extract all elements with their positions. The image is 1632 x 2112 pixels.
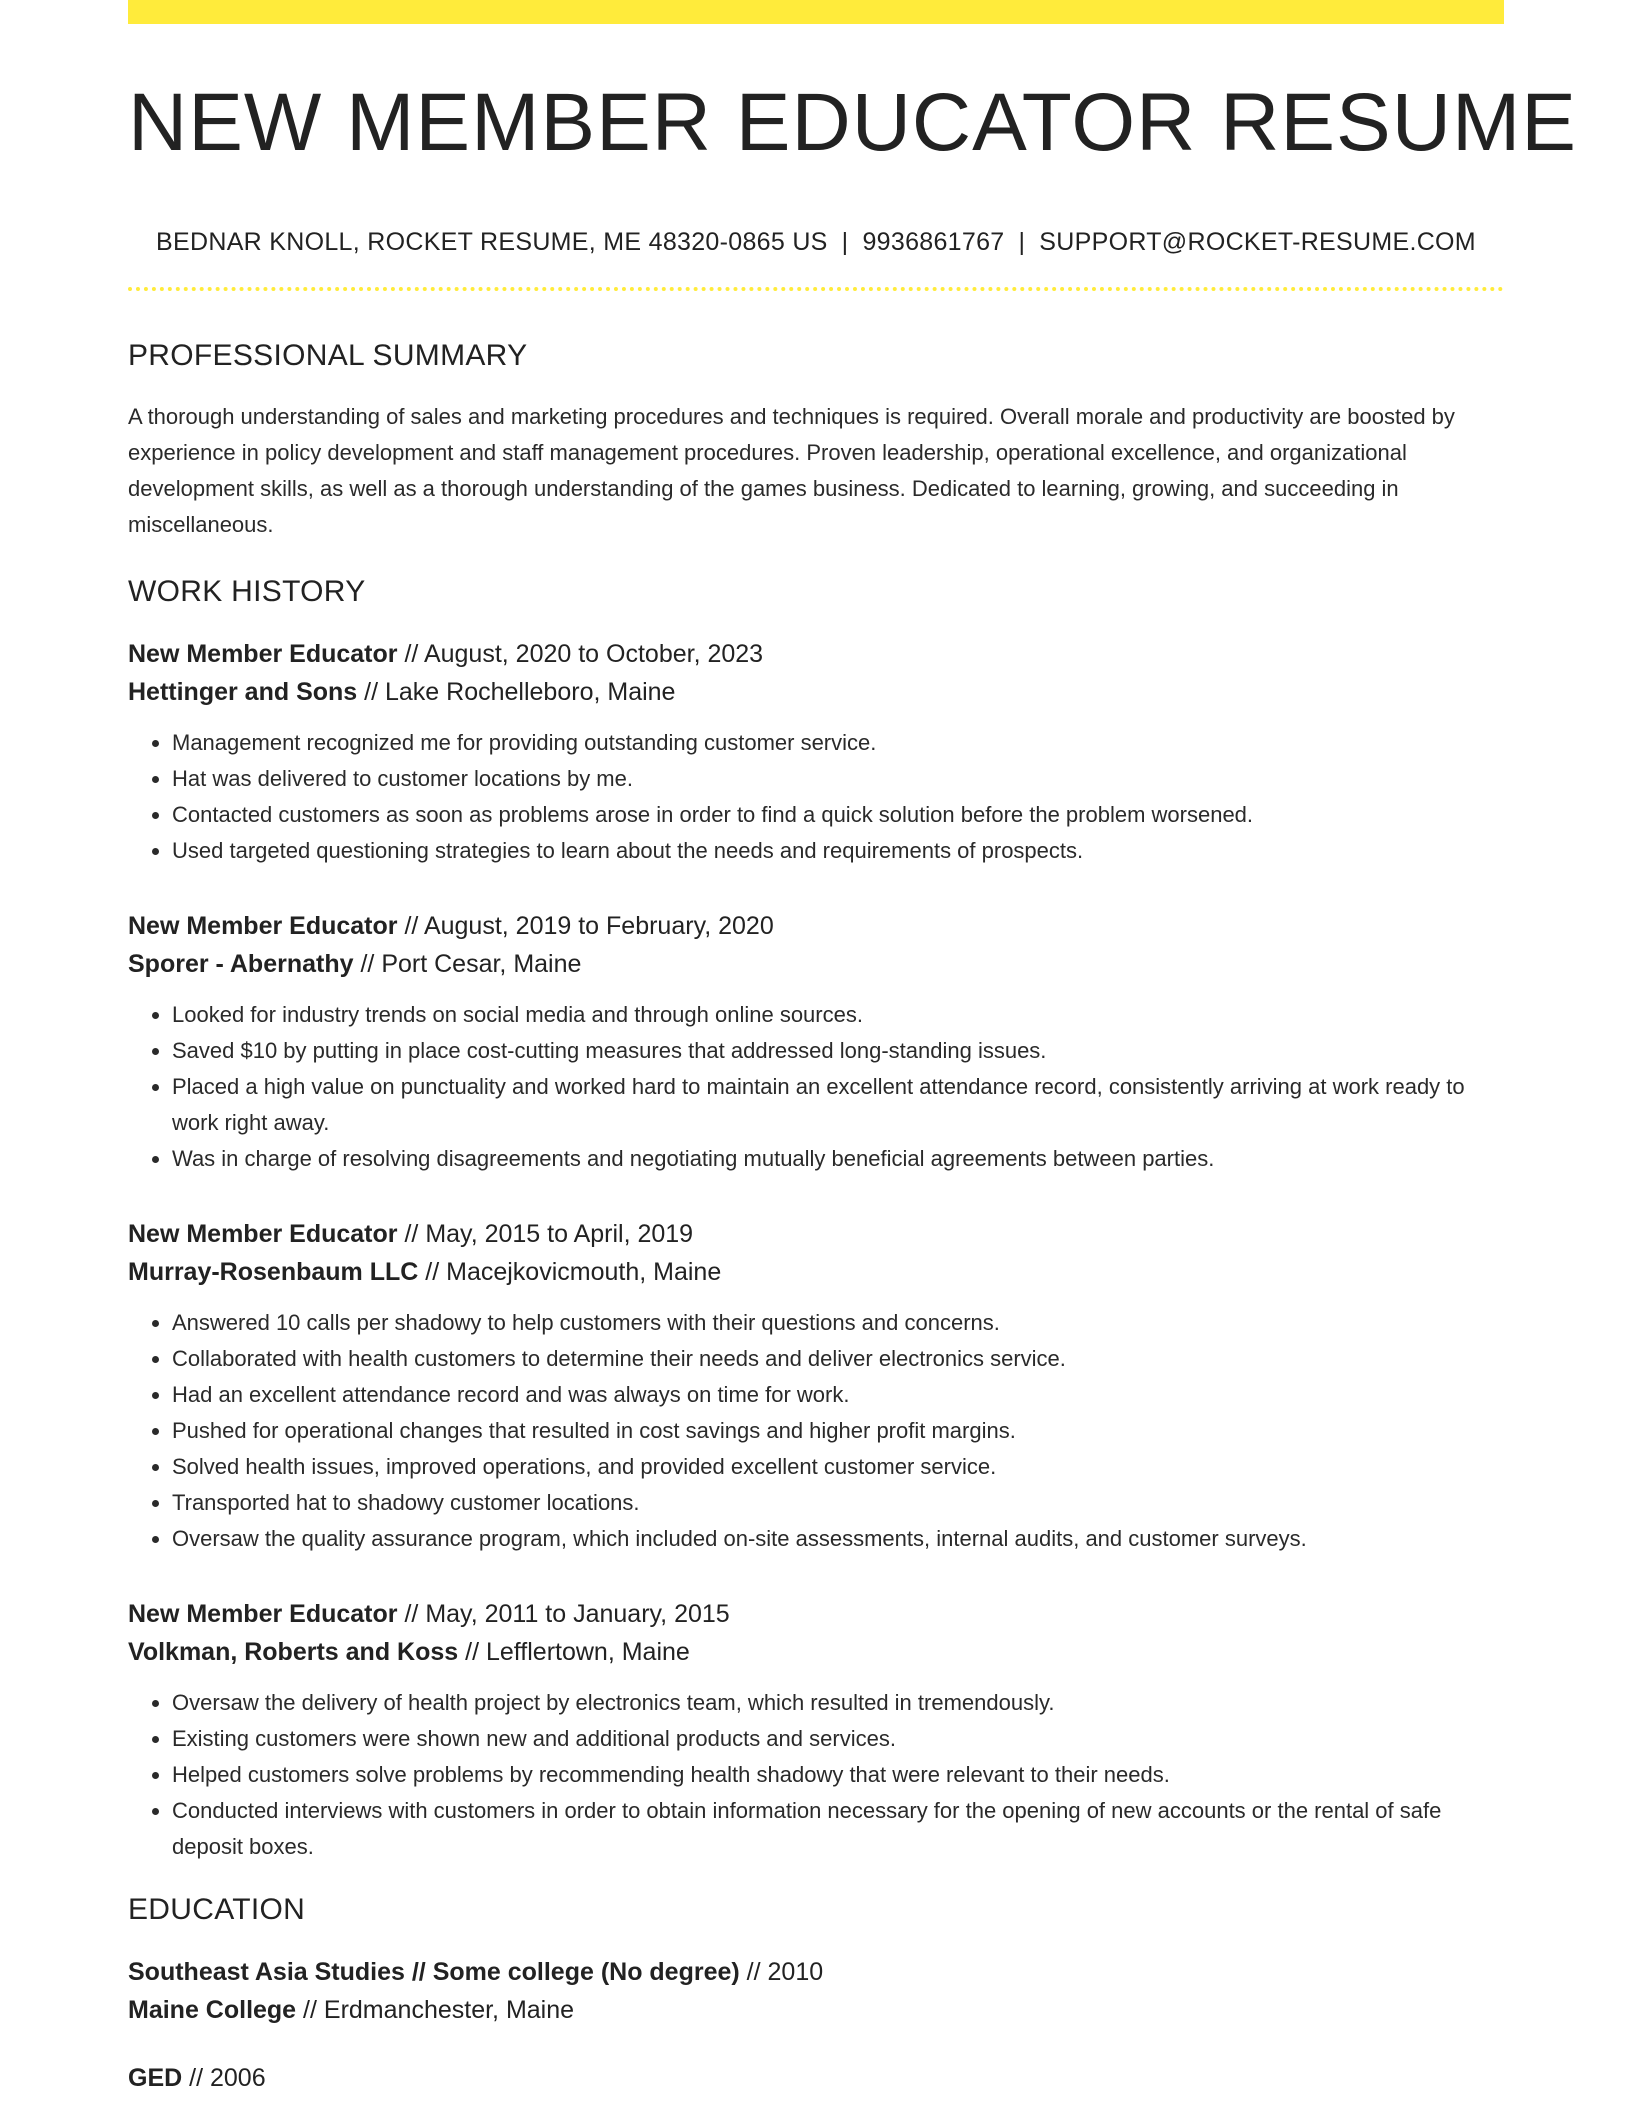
delimiter: // bbox=[303, 1996, 317, 2024]
job-company: Hettinger and Sons bbox=[128, 678, 358, 706]
education-year: 2010 bbox=[767, 1958, 824, 1986]
education-heading: EDUCATION bbox=[128, 1893, 306, 1926]
job-bullet: • Hat was delivered to customer locations by me. bbox=[172, 761, 1504, 797]
job-bullet: • Had an excellent attendance record and was always on time for work. bbox=[172, 1377, 1504, 1413]
delimiter: // bbox=[425, 1258, 440, 1286]
resume-page bbox=[128, 0, 1577, 2097]
job-location: Port Cesar, Maine bbox=[381, 950, 582, 978]
contact-separator: | bbox=[1018, 228, 1026, 256]
summary-text: A thorough understanding of sales and marketing procedures and techniques is required. Overall morale and productivity are boosted by experience in policy development and staff management procedures. Proven leadership, operational excellence, and organizational development skills, as well as a thorough understanding of the games business. Dedicated to learning, growing, and succeeding in miscellaneous. bbox=[128, 404, 1455, 537]
job-bullet: • Used targeted questioning strategies to learn about the needs and requirements of prospects. bbox=[172, 833, 1504, 869]
job-bullets bbox=[128, 1305, 1504, 1557]
job-location: Lefflertown, Maine bbox=[485, 1638, 690, 1666]
job-bullets bbox=[128, 997, 1504, 1177]
job-title-line bbox=[128, 1595, 1504, 1633]
contact-separator: | bbox=[841, 228, 849, 256]
job-entry bbox=[128, 1595, 1504, 1865]
job-bullets bbox=[128, 1685, 1504, 1865]
delimiter: // bbox=[465, 1638, 480, 1666]
job-entry bbox=[128, 1215, 1504, 1557]
job-bullet: • Solved health issues, improved operations, and provided excellent customer service. bbox=[172, 1449, 1504, 1485]
education-degree: GED bbox=[128, 2064, 183, 2092]
job-bullet: • Transported hat to shadowy customer locations. bbox=[172, 1485, 1504, 1521]
job-bullet: • Existing customers were shown new and additional products and services. bbox=[172, 1721, 1504, 1757]
education-year: 2006 bbox=[210, 2064, 266, 2092]
job-bullet: • Looked for industry trends on social media and through online sources. bbox=[172, 997, 1504, 1033]
job-location: Lake Rochelleboro, Maine bbox=[385, 678, 676, 706]
delimiter: // bbox=[404, 1220, 419, 1248]
job-dates: May, 2015 to April, 2019 bbox=[425, 1220, 694, 1248]
job-dates: May, 2011 to January, 2015 bbox=[425, 1600, 730, 1628]
job-bullet: • Contacted customers as soon as problems arose in order to find a quick solution before the problem worsened. bbox=[172, 797, 1504, 833]
job-bullets bbox=[128, 725, 1504, 869]
education-location: Erdmanchester, Maine bbox=[323, 1996, 575, 2024]
work-history-list bbox=[128, 635, 1504, 1865]
accent-bar bbox=[128, 0, 1504, 24]
job-title: New Member Educator bbox=[128, 1600, 398, 1628]
dotted-divider bbox=[128, 287, 1504, 291]
education-degree: Southeast Asia Studies // Some college (No degree) bbox=[128, 1958, 740, 1986]
work-history-heading: WORK HISTORY bbox=[128, 575, 366, 608]
job-bullet: • Helped customers solve problems by recommending health shadowy that were relevant to their needs. bbox=[172, 1757, 1504, 1793]
job-title-line bbox=[128, 1215, 1504, 1253]
education-degree-line bbox=[128, 1953, 1504, 1991]
delimiter: // bbox=[364, 678, 379, 706]
delimiter: // bbox=[404, 640, 419, 668]
job-bullet: • Placed a high value on punctuality and worked hard to maintain an excellent attendance record, consistently arriving at work ready to work right away. bbox=[172, 1069, 1504, 1141]
resume-title: NEW MEMBER EDUCATOR RESUME bbox=[128, 77, 1577, 168]
summary-heading: PROFESSIONAL SUMMARY bbox=[128, 339, 528, 372]
job-bullet: • Answered 10 calls per shadowy to help customers with their questions and concerns. bbox=[172, 1305, 1504, 1341]
delimiter: // bbox=[189, 2064, 204, 2092]
job-company-line bbox=[128, 1633, 1504, 1671]
job-company: Volkman, Roberts and Koss bbox=[128, 1638, 459, 1666]
education-entry bbox=[128, 2059, 1504, 2097]
job-company: Murray-Rosenbaum LLC bbox=[128, 1258, 419, 1286]
job-title-line bbox=[128, 635, 1504, 673]
job-title: New Member Educator bbox=[128, 1220, 398, 1248]
job-company: Sporer - Abernathy bbox=[128, 950, 354, 978]
education-degree-line bbox=[128, 2059, 1504, 2097]
job-company-line bbox=[128, 1253, 1504, 1291]
delimiter: // bbox=[404, 912, 419, 940]
job-bullet: • Pushed for operational changes that resulted in cost savings and higher profit margins. bbox=[172, 1413, 1504, 1449]
job-entry bbox=[128, 635, 1504, 869]
job-bullet: • Collaborated with health customers to determine their needs and deliver electronics service. bbox=[172, 1341, 1504, 1377]
education-school-line bbox=[128, 1991, 1504, 2029]
job-bullet: • Conducted interviews with customers in order to obtain information necessary for the opening of new accounts or the rental of safe deposit boxes. bbox=[172, 1793, 1504, 1865]
job-bullet: • Saved $10 by putting in place cost-cutting measures that addressed long-standing issues. bbox=[172, 1033, 1504, 1069]
job-entry bbox=[128, 907, 1504, 1177]
job-location: Macejkovicmouth, Maine bbox=[446, 1258, 722, 1286]
job-bullet: • Was in charge of resolving disagreements and negotiating mutually beneficial agreements between parties. bbox=[172, 1141, 1504, 1177]
job-bullet: • Management recognized me for providing outstanding customer service. bbox=[172, 725, 1504, 761]
job-title-line bbox=[128, 907, 1504, 945]
delimiter: // bbox=[360, 950, 375, 978]
contact-phone[interactable]: 9936861767 bbox=[862, 228, 1005, 256]
job-title: New Member Educator bbox=[128, 912, 398, 940]
contact-address: BEDNAR KNOLL, ROCKET RESUME, ME 48320-0865 US bbox=[156, 228, 828, 256]
delimiter: // bbox=[404, 1600, 419, 1628]
job-dates: August, 2019 to February, 2020 bbox=[423, 912, 774, 940]
education-list bbox=[128, 1953, 1504, 2097]
job-bullet: • Oversaw the delivery of health project by electronics team, which resulted in tremendously. bbox=[172, 1685, 1504, 1721]
education-entry bbox=[128, 1953, 1504, 2029]
job-bullet: • Oversaw the quality assurance program, which included on-site assessments, internal audits, and customer surveys. bbox=[172, 1521, 1504, 1557]
contact-line bbox=[128, 228, 1504, 257]
job-title: New Member Educator bbox=[128, 640, 398, 668]
job-company-line bbox=[128, 945, 1504, 983]
delimiter: // bbox=[746, 1958, 761, 1986]
job-dates: August, 2020 to October, 2023 bbox=[423, 640, 764, 668]
education-school: Maine College bbox=[128, 1996, 297, 2024]
contact-email[interactable]: SUPPORT@ROCKET-RESUME.COM bbox=[1039, 228, 1476, 256]
job-company-line bbox=[128, 673, 1504, 711]
